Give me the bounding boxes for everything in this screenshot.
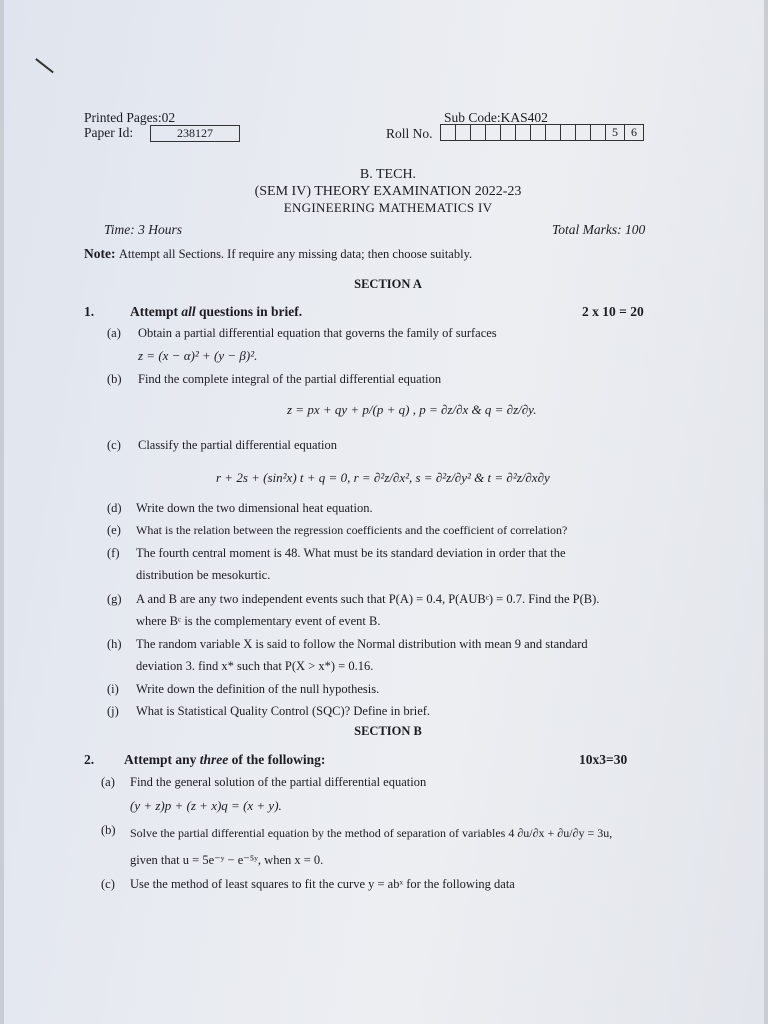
q1-instruction-pre: Attempt	[130, 304, 182, 319]
roll-digit	[455, 124, 471, 141]
q2-marks: 10x3=30	[579, 752, 628, 767]
roll-digit	[545, 124, 561, 141]
time-label: Time: 3 Hours	[104, 222, 183, 237]
note-text: Attempt all Sections. If require any missing data; then choose suitably.	[118, 247, 473, 261]
q2-instruction	[124, 752, 325, 768]
q1a-text: Obtain a partial differential equation that governs the family of surfaces	[138, 326, 497, 340]
q2a-text: Find the general solution of the partial differential equation	[130, 775, 427, 789]
q1g-text: A and B are any two independent events such that P(A) = 0.4, P(AUBᶜ) = 0.7. Find the P(B).	[136, 592, 600, 606]
q1b-text: Find the complete integral of the partial differential equation	[138, 372, 442, 386]
q2b-text-cont: given that u = 5e⁻ʸ − e⁻⁵ʸ, when x = 0.	[130, 853, 324, 867]
section-a-heading: SECTION A	[354, 277, 422, 291]
q1d-label: (d)	[107, 501, 122, 515]
q1b-label: (b)	[107, 372, 122, 386]
q1a-label: (a)	[107, 326, 121, 340]
roll-no-boxes	[441, 124, 644, 141]
q1c-equation: r + 2s + (sin²x) t + q = 0, r = ∂²z/∂x², s = ∂²z/∂y² & t = ∂²z/∂x∂y	[216, 470, 550, 485]
roll-digit	[515, 124, 531, 141]
roll-no-label: Roll No.	[386, 126, 433, 141]
exam-paper	[4, 0, 764, 1024]
q2b-label: (b)	[101, 823, 116, 837]
q2c-text: Use the method of least squares to fit the curve y = abˣ for the following data	[130, 877, 515, 891]
subject-title: ENGINEERING MATHEMATICS IV	[283, 200, 493, 215]
note-label: Note:	[84, 246, 116, 261]
roll-digit	[470, 124, 486, 141]
q1d-text: Write down the two dimensional heat equation.	[136, 501, 373, 515]
exam-title: (SEM IV) THEORY EXAMINATION 2022-23	[254, 184, 522, 199]
q1f-text: The fourth central moment is 48. What must be its standard deviation in order that the	[136, 546, 566, 560]
q1j-text: What is Statistical Quality Control (SQC)? Define in brief.	[136, 704, 431, 718]
total-marks: Total Marks: 100	[552, 222, 646, 237]
q1-instruction	[130, 304, 302, 320]
q1e-label: (e)	[107, 523, 121, 537]
q2a-label: (a)	[101, 775, 115, 789]
q2c-label: (c)	[101, 877, 115, 891]
degree-title: B. TECH.	[359, 167, 417, 182]
q1g-label: (g)	[107, 592, 122, 606]
q1i-text: Write down the definition of the null hypothesis.	[136, 682, 380, 696]
q1c-label: (c)	[107, 438, 121, 452]
sub-code: Sub Code:KAS402	[444, 110, 548, 125]
roll-digit	[590, 124, 606, 141]
q1-marks: 2 x 10 = 20	[582, 304, 644, 319]
roll-digit	[500, 124, 516, 141]
q1e-text: What is the relation between the regression coefficients and the coefficient of correlation?	[136, 523, 568, 537]
q1h-text: The random variable X is said to follow the Normal distribution with mean 9 and standard	[136, 637, 588, 651]
pen-mark	[36, 58, 54, 73]
q1f-label: (f)	[107, 546, 120, 560]
q2a-equation: (y + z)p + (z + x)q = (x + y).	[130, 798, 282, 813]
q1g-text-cont: where Bᶜ is the complementary event of event B.	[136, 614, 381, 628]
roll-digit: 6	[624, 124, 644, 141]
q1-number: 1.	[84, 304, 95, 319]
q2-number: 2.	[84, 752, 95, 767]
q1h-text-cont: deviation 3. find x* such that P(X > x*) = 0.16.	[136, 659, 374, 673]
q2-instruction-post: of the following:	[228, 752, 326, 767]
q1i-label: (i)	[107, 682, 119, 696]
roll-digit	[560, 124, 576, 141]
paper-id-label: Paper Id:	[84, 125, 134, 140]
roll-digit	[530, 124, 546, 141]
q1-instruction-emphasis: all	[181, 304, 196, 319]
q1f-text-cont: distribution be mesokurtic.	[136, 568, 271, 582]
roll-digit	[575, 124, 591, 141]
q2b-text: Solve the partial differential equation by the method of separation of variables 4 ∂u/∂x + ∂u/∂y = 3u,	[130, 826, 613, 840]
q1a-equation: z = (x − α)² + (y − β)².	[138, 348, 258, 363]
roll-digit	[485, 124, 501, 141]
q1b-equation: z = px + qy + p/(p + q) , p = ∂z/∂x & q = ∂z/∂y.	[287, 402, 537, 417]
paper-id-value: 238127	[150, 125, 240, 142]
q1h-label: (h)	[107, 637, 122, 651]
q2-instruction-emphasis: three	[199, 752, 229, 767]
roll-digit: 5	[605, 124, 625, 141]
roll-digit	[440, 124, 456, 141]
q1j-label: (j)	[107, 704, 119, 718]
q1-instruction-post: questions in brief.	[195, 304, 303, 319]
q1c-text: Classify the partial differential equation	[138, 438, 338, 452]
q2-instruction-pre: Attempt any	[124, 752, 200, 767]
printed-pages: Printed Pages:02	[84, 110, 176, 125]
section-b-heading: SECTION B	[354, 724, 422, 738]
